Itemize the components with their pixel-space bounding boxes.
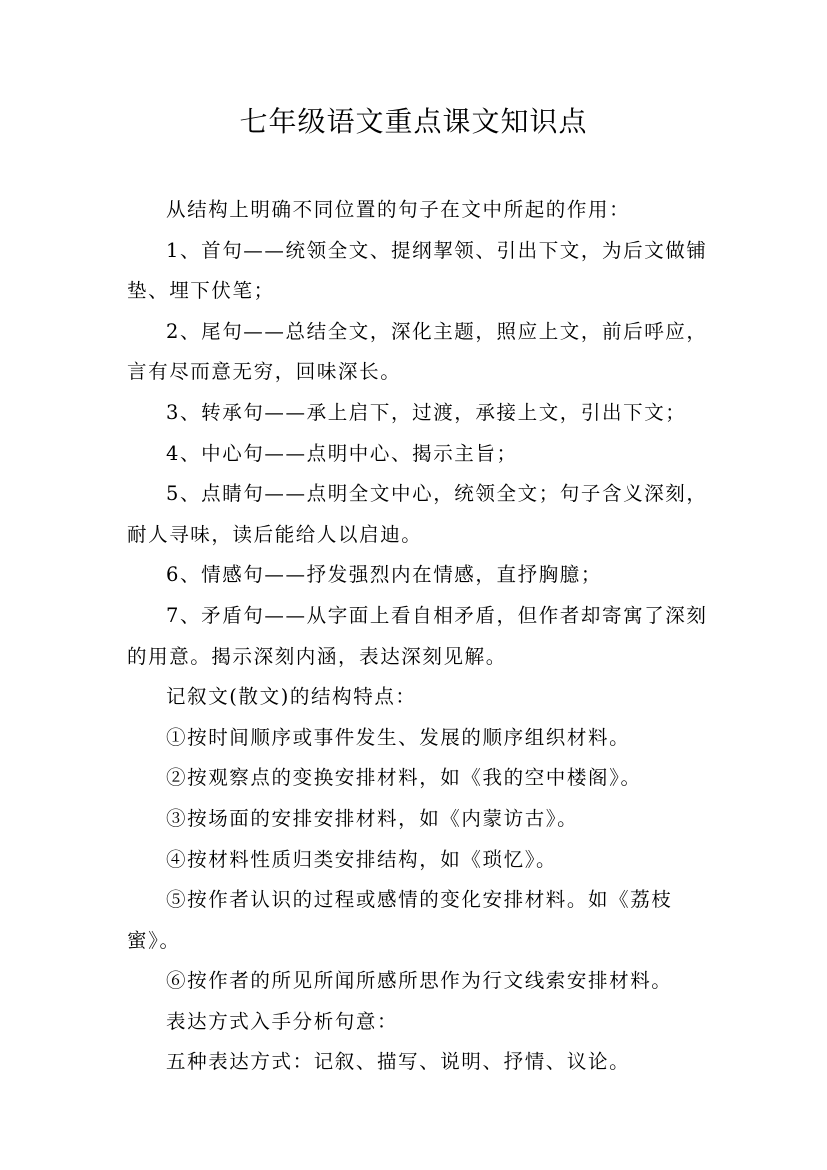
paragraph-structure-item-1: ①按时间顺序或事件发生、发展的顺序组织材料。 [166, 725, 631, 749]
paragraph-intro: 从结构上明确不同位置的句子在文中所起的作用： [166, 198, 631, 221]
paragraph-expression-methods: 五种表达方式：记叙、描写、说明、抒情、议论。 [166, 1050, 631, 1074]
paragraph-narrative-structure-heading: 记叙文(散文)的结构特点： [166, 685, 417, 709]
paragraph-structure-item-4: ④按材料性质归类安排结构，如《琐忆》。 [166, 847, 558, 871]
paragraph-structure-item-6: ⑥按作者的所见所闻所感所思作为行文线索安排材料。 [166, 969, 673, 993]
paragraph-structure-item-5: ⑤按作者认识的过程或感情的变化安排材料。如《荔枝蜜》。 [127, 888, 673, 952]
document-title: 七年级语文重点课文知识点 [239, 105, 588, 138]
paragraph-transition-sentence: 3、转承句——承上启下，过渡，承接上文，引出下文； [166, 400, 687, 424]
paragraph-structure-item-3: ③按场面的安排安排材料，如《内蒙访古》。 [166, 806, 579, 830]
document-body [127, 190, 717, 1083]
paragraph-key-sentence: 5、点睛句——点明全文中心，统领全文；句子含义深刻，耐人寻味，读后能给人以启迪。 [127, 482, 708, 546]
paragraph-central-sentence: 4、中心句——点明中心、揭示主旨； [166, 441, 518, 465]
paragraph-structure-item-2: ②按观察点的变换安排材料，如《我的空中楼阁》。 [166, 766, 642, 790]
paragraph-last-sentence: 2、尾句——总结全文，深化主题，照应上文，前后呼应，言有尽而意无穷，回味深长。 [127, 319, 708, 384]
paragraph-first-sentence: 1、首句——统领全文、提纲挈领、引出下文，为后文做铺垫、埋下伏笔； [127, 238, 708, 303]
paragraph-expression-heading: 表达方式入手分析句意： [166, 1009, 399, 1033]
paragraph-contradiction-sentence: 7、矛盾句——从字面上看自相矛盾，但作者却寄寓了深刻的用意。揭示深刻内涵，表达深刻见解。 [127, 603, 708, 668]
paragraph-emotion-sentence: 6、情感句——抒发强烈内在情感，直抒胸臆； [166, 563, 603, 587]
